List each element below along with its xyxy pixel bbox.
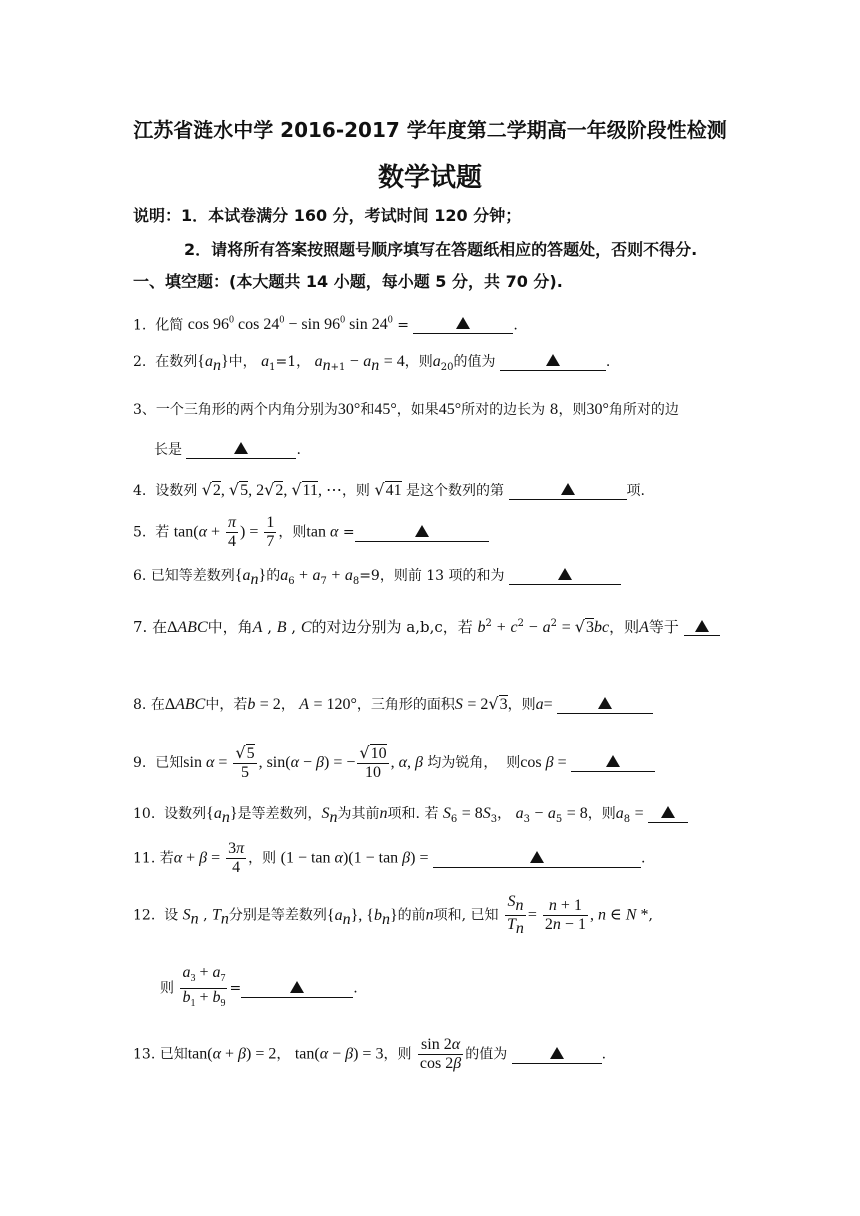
question-number: 1.	[133, 317, 147, 334]
answer-blank	[509, 568, 621, 585]
answer-triangle-icon	[558, 568, 572, 580]
question-2: 2. 在数列$\{a_n\}$中， $a_1=1$， $a_{n+1} - a_n = 4$，则$a_{20}$的值为 .	[133, 353, 611, 375]
answer-blank	[355, 525, 489, 542]
answer-triangle-icon	[290, 981, 304, 993]
question-12-line-2: 则 $\frac{a_3 + a_7}{b_1 + b_9}$ = .	[160, 964, 358, 1010]
answer-blank	[433, 851, 641, 868]
exam-title: 江苏省涟水中学 2016-2017 学年度第二学期高一年级阶段性检测	[133, 118, 727, 142]
question-3-line-2: 长是 .	[154, 442, 301, 458]
answer-blank	[500, 354, 606, 371]
question-4: 4. 设数列 √2, √5, 2√2, √11, ⋯，则 √41 是这个数列的第 项.	[133, 480, 645, 499]
question-8: 8. 在ΔABC中，若b = 2， A = 120°，三角形的面积S = 2√3，则a=	[133, 694, 653, 715]
answer-triangle-icon	[546, 354, 560, 366]
answer-blank	[684, 619, 720, 636]
answer-blank	[648, 806, 688, 823]
answer-triangle-icon	[530, 851, 544, 863]
question-7: 7. 在ΔABC中，角A , B , C的对边分别为 a,b,c，若 $b^2 + c^2 - a^2 = √3bc$，则A等于	[133, 614, 720, 638]
answer-blank	[413, 317, 513, 334]
question-6: 6. 已知等差数列$\{a_n\}$的$a_6 + a_7 + a_8=9$，则前 13 项的和为	[133, 566, 621, 592]
answer-triangle-icon	[661, 806, 675, 818]
answer-blank	[186, 442, 296, 459]
question-11: 11. 若α + β = $\frac{3\pi}{4}$ ，则 (1 − tan α)(1 − tan β) = .	[133, 840, 646, 876]
question-12: 12. 设 $S_n$ , $T_n$分别是等差数列$\{a_n\}$, $\{b_n\}$的前n项和, 已知 $\frac{S_n}{T_n}$ = $\frac{n + 1}{2n - 1}$ , n ∈ N *,	[133, 893, 653, 938]
instructions-line-1: 说明：1．本试卷满分 160 分，考试时间 120 分钟；	[133, 206, 522, 225]
answer-triangle-icon	[598, 697, 612, 709]
answer-triangle-icon	[695, 620, 709, 632]
question-9: 9. 已知sin α = $\frac{√5}{5}$ , sin(α − β) = − $\frac{√10}{10}$ , α, β 均为锐角， 则cos β =	[133, 744, 655, 782]
answer-triangle-icon	[561, 483, 575, 495]
question-1: 1. 化简 $\cos 96^0$ $\cos 24^0 - \sin 96^0$ $\sin 24^0$ = .	[133, 315, 518, 334]
exam-subtitle: 数学试题	[377, 163, 482, 193]
answer-triangle-icon	[550, 1047, 564, 1059]
answer-blank	[509, 483, 627, 500]
answer-blank	[241, 981, 353, 998]
answer-triangle-icon	[415, 525, 429, 537]
answer-triangle-icon	[234, 442, 248, 454]
answer-blank	[571, 755, 655, 772]
section-heading: 一、填空题：(本大题共 14 小题，每小题 5 分，共 70 分).	[133, 272, 563, 291]
answer-blank	[557, 697, 653, 714]
question-3: 3、一个三角形的两个内角分别为30°和45°，如果45°所对的边长为 8，则30°角所对的边	[133, 401, 679, 418]
question-5: 5. 若 tan(α + $\frac{\pi}{4}$ ) = $\frac{1}{7}$ ，则tan α =	[133, 514, 489, 551]
question-13: 13. 已知tan(α + β) = 2， tan(α − β) = 3，则 $\frac{\sin 2\alpha}{\cos 2\beta}$ 的值为 .	[133, 1036, 607, 1072]
instructions-line-2: 2．请将所有答案按照题号顺序填写在答题纸相应的答题处，否则不得分.	[184, 240, 698, 259]
question-10: 10. 设数列$\{a_n\}$是等差数列，$S_n$为其前n项和. 若 $S_6 = 8S_3$， $a_3 - a_5 = 8$，则$a_8$ =	[133, 804, 688, 830]
answer-triangle-icon	[606, 755, 620, 767]
answer-blank	[512, 1047, 602, 1064]
answer-triangle-icon	[456, 317, 470, 329]
